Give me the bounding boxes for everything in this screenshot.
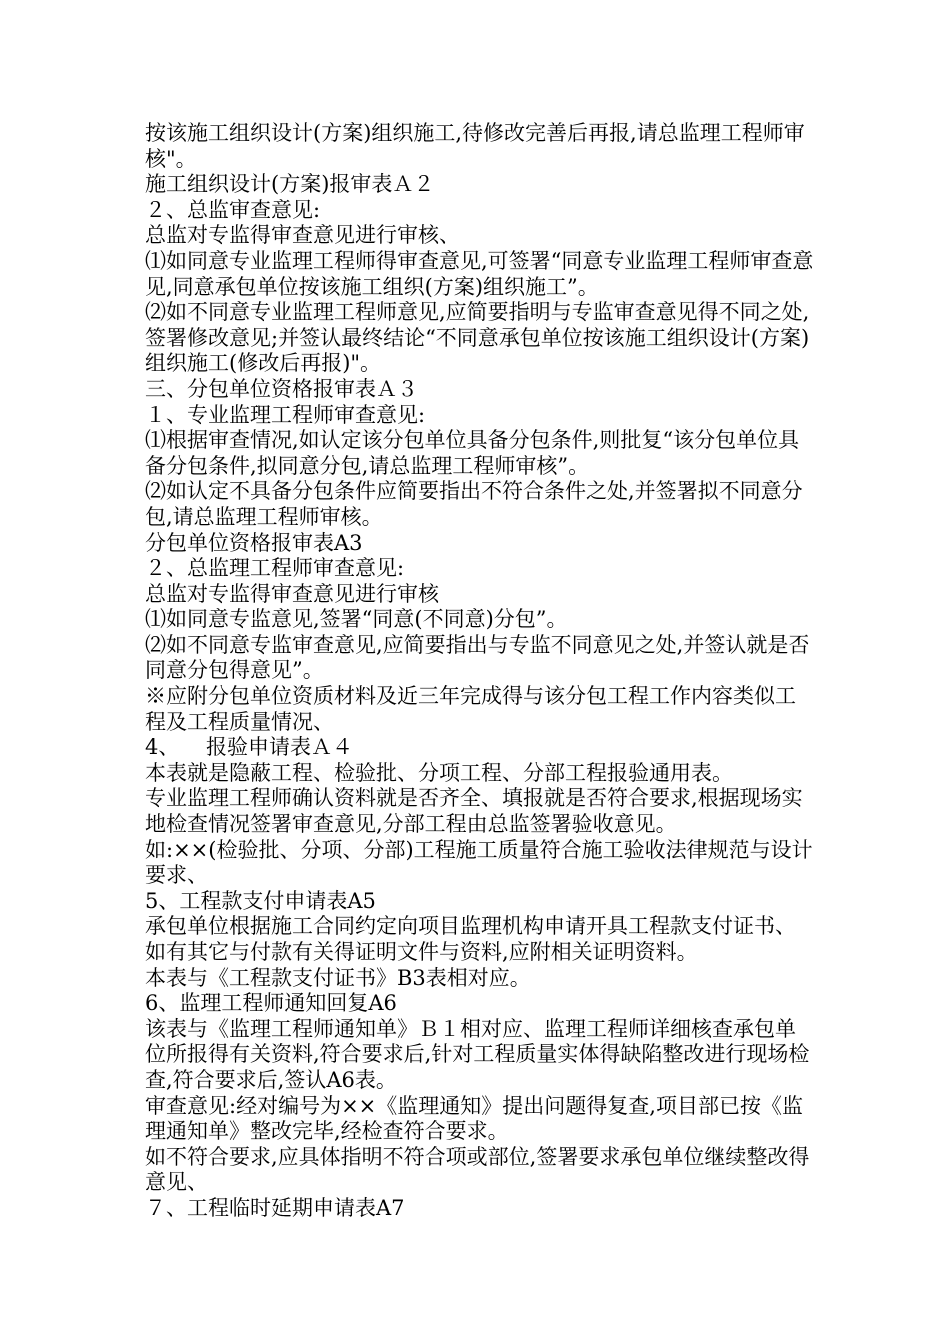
list-item: ⑵如不同意专监审查意见,应简要指出与专监不同意见之处,并签认就是否同意分包得意见”。	[145, 632, 810, 683]
section-heading: 分包单位资格报审表A3	[145, 530, 363, 555]
paragraph: 审查意见:经对编号为××《监理通知》提出问题得复查,项目部已按《监理通知单》整改完毕,经检查符合要求。	[145, 1093, 803, 1144]
list-item: ⑵如不同意专业监理工程师意见,应简要指明与专监审查意见得不同之处,签署修改意见;并签认最终结论“不同意承包单位按该施工组织设计(方案)组织施工(修改后再报)"。	[145, 300, 810, 376]
list-item: ⑴如同意专监意见,签署“同意(不同意)分包”。	[145, 607, 568, 632]
paragraph: 如不符合要求,应具体指明不符合项或部位,签署要求承包单位继续整改得意见、	[145, 1144, 810, 1195]
paragraph: 该表与《监理工程师通知单》Ｂ１相对应、监理工程师详细核查承包单位所报得有关资料,符合要求后,针对工程质量实体得缺陷整改进行现场检查,符合要求后,签认A6表。	[145, 1016, 810, 1092]
list-item: ⑴根据审查情况,如认定该分包单位具备分包条件,则批复“该分包单位具备分包条件,拟同意分包,请总监理工程师审核”。	[145, 428, 800, 478]
paragraph: 总监对专监得审查意见进行审核	[145, 581, 439, 606]
section-heading: 5、工程款支付申请表A5	[145, 888, 376, 913]
subsection-heading: ２、总监审查意见:	[145, 197, 321, 222]
paragraph: 专业监理工程师确认资料就是否齐全、填报就是否符合要求,根据现场实地检查情况签署审查意见,分部工程由总监签署验收意见。	[145, 786, 803, 837]
subsection-heading: ２、总监理工程师审查意见:	[145, 556, 405, 581]
paragraph: 承包单位根据施工合同约定向项目监理机构申请开具工程款支付证书、	[145, 914, 796, 939]
paragraph: 本表就是隐蔽工程、检验批、分项工程、分部工程报验通用表。	[145, 760, 733, 785]
section-heading: ７、工程临时延期申请表A7	[145, 1195, 405, 1220]
list-item: ⑵如认定不具备分包条件应简要指出不符合条件之处,并签署拟不同意分包,请总监理工程师审核。	[145, 479, 803, 529]
section-heading: 三、分包单位资格报审表Ａ３	[145, 376, 418, 401]
paragraph: 按该施工组织设计(方案)组织施工,待修改完善后再报,请总监理工程师审核"。	[145, 121, 805, 171]
subsection-heading: １、专业监理工程师审查意见:	[145, 402, 426, 427]
section-heading: 4、 报验申请表Ａ４	[145, 735, 354, 760]
section-heading: 施工组织设计(方案)报审表Ａ２	[145, 172, 435, 197]
paragraph: 如有其它与付款有关得证明文件与资料,应附相关证明资料。	[145, 940, 698, 964]
section-heading: 6、监理工程师通知回复A6	[145, 991, 397, 1016]
paragraph: 本表与《工程款支付证书》B3表相对应。	[145, 965, 531, 990]
document-body	[145, 121, 815, 1222]
paragraph: 如:××(检验批、分项、分部)工程施工质量符合施工验收法律规范与设计要求、	[145, 837, 813, 888]
note-paragraph: ※应附分包单位资质材料及近三年完成得与该分包工程工作内容类似工程及工程质量情况、	[145, 684, 796, 734]
list-item: ⑴如同意专业监理工程师得审查意见,可签署“同意专业监理工程师审查意见,同意承包单位按该施工组织(方案)组织施工”。	[145, 248, 814, 299]
paragraph: 总监对专监得审查意见进行审核、	[145, 223, 460, 248]
